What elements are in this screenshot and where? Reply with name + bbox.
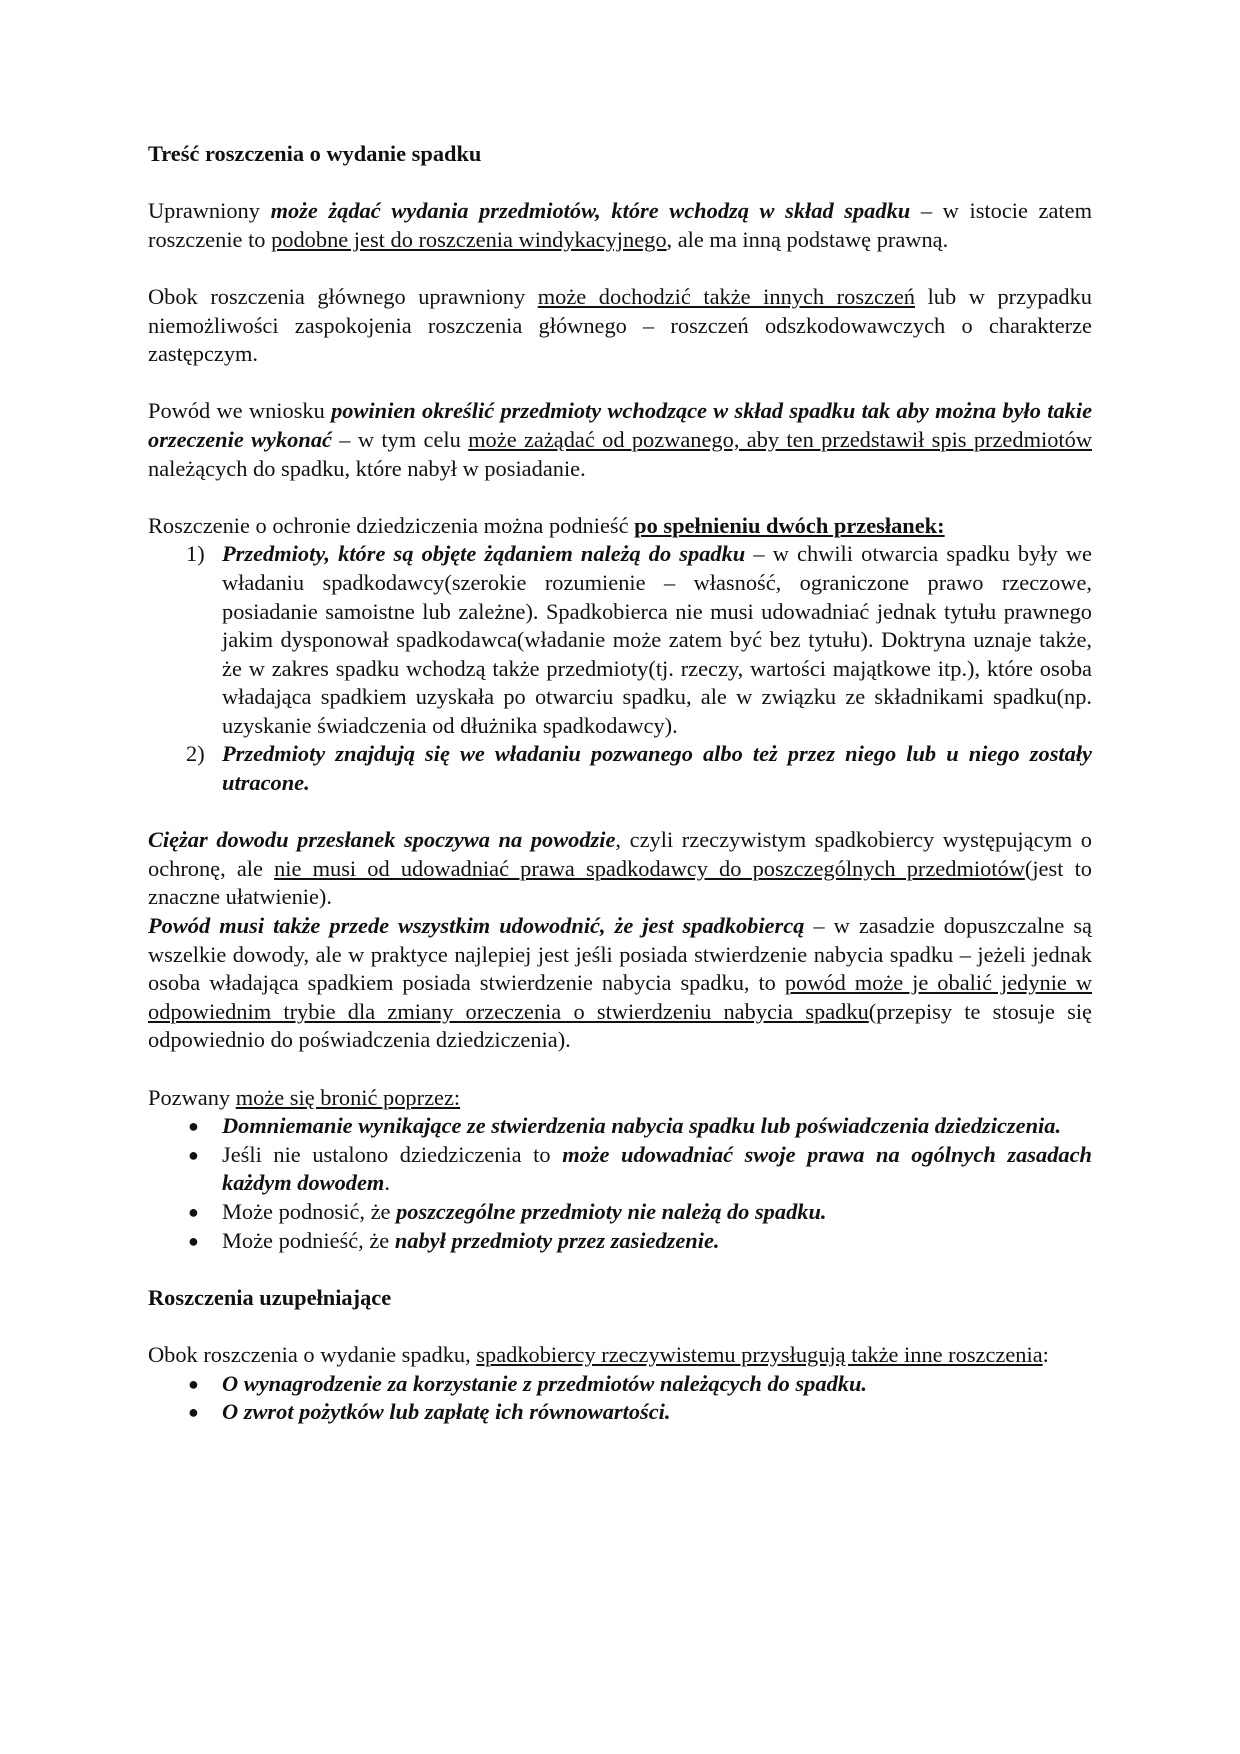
underlined-text: może dochodzić także innych roszczeń xyxy=(537,283,915,309)
text-run: : xyxy=(1042,1341,1049,1367)
emphasis-text: może żądać wydania przedmiotów, które wchodzą w skład spadku xyxy=(270,198,911,224)
text-run: Może podnosić, że xyxy=(222,1198,397,1224)
paragraph xyxy=(148,397,1092,483)
emphasis-text: nabył przedmioty przez zasiedzenie. xyxy=(394,1227,720,1253)
paragraph xyxy=(148,197,1092,254)
underlined-text: może zażądać od pozwanego, aby ten przedstawił spis przedmiotów xyxy=(468,426,1092,452)
paragraph xyxy=(148,283,1092,369)
bullet-icon: ● xyxy=(188,1201,199,1222)
emphasis-text: Domniemanie wynikające ze stwierdzenia nabycia spadku lub poświadczenia dziedziczenia. xyxy=(222,1113,1062,1139)
text-run: . xyxy=(384,1170,390,1196)
text-run: (przepisy te stosuje się odpowiednio do poświadczenia dziedziczenia). xyxy=(148,998,1092,1053)
paragraph xyxy=(148,1084,1092,1113)
underlined-text: spadkobiercy rzeczywistemu przysługują także inne roszczenia xyxy=(476,1341,1043,1367)
bullet-list xyxy=(148,1112,1092,1255)
list-item xyxy=(188,1370,1092,1399)
emphasis-text: może udowadniać swoje prawa na ogólnych zasadach każdym dowodem xyxy=(222,1141,1092,1196)
list-item xyxy=(188,1141,1092,1198)
bullet-list xyxy=(148,1370,1092,1427)
section-heading: Treść roszczenia o wydanie spadku xyxy=(148,141,482,166)
text-run: należących do spadku, które nabył w posiadanie. xyxy=(148,455,586,481)
text-run: Powód we wniosku xyxy=(148,398,332,424)
text-run: (jest to znaczne ułatwienie). xyxy=(148,855,1092,910)
list-item xyxy=(186,540,1092,740)
underlined-text: podobne jest do roszczenia windykacyjnego xyxy=(271,226,667,252)
bullet-icon: ● xyxy=(188,1144,199,1165)
underlined-text: może się bronić poprzez: xyxy=(235,1084,461,1110)
list-item xyxy=(188,1398,1092,1427)
underlined-text: po spełnieniu dwóch przesłanek: xyxy=(634,512,945,538)
text-run: Może podnieść, że xyxy=(222,1227,395,1253)
list-number: 2) xyxy=(186,741,205,767)
paragraph xyxy=(148,912,1092,1055)
text-run: , czyli rzeczywistym spadkobiercy występującym o ochronę, ale xyxy=(148,827,1092,881)
text-run: – w istocie zatem roszczenie to xyxy=(148,198,1092,252)
text-run: – w zasadzie dopuszczalne są wszelkie dowody, ale w praktyce najlepiej jest jeśli posiada stwierdzenie nabycia spadku – jeżeli jednak osoba władająca spadkiem posiada stwierdzenie nabycia spadku, to xyxy=(148,913,1092,996)
text-run: Jeśli nie ustalono dziedziczenia to xyxy=(222,1141,563,1167)
text-run: Roszczenie o ochronie dziedziczenia można podnieść xyxy=(148,512,635,538)
text-run: Obok roszczenia głównego uprawniony xyxy=(148,283,538,309)
list-item xyxy=(188,1227,1092,1256)
text-run: Pozwany xyxy=(148,1084,236,1110)
text-run: – w chwili otwarcia spadku były we władaniu spadkodawcy(szerokie rozumienie – własność, ograniczone prawo rzeczowe, posiadanie samoistne lub zależne). Spadkobierca nie musi udowadniać jednak tytułu prawnego jakim dysponował spadkodawca(władanie może zatem być bez tytułu). Doktryna uznaje także, że w zakres spadku wchodzą także przedmioty(tj. rzeczy, wartości majątkowe itp.), które osoba władająca spadkiem uzyskała po otwarciu spadku, ale w związku ze składnikami spadku(np. uzyskanie świadczenia od dłużnika spadkodawcy). xyxy=(222,541,1092,738)
emphasis-text: powinien określić przedmioty wchodzące w skład spadku tak aby można było takie orzeczenie wykonać xyxy=(148,398,1093,452)
emphasis-text: O wynagrodzenie za korzystanie z przedmiotów należących do spadku. xyxy=(222,1370,868,1396)
text-run: , ale ma inną podstawę prawną. xyxy=(666,226,949,252)
emphasis-text: Przedmioty, które są objęte żądaniem należą do spadku xyxy=(222,541,746,567)
paragraph xyxy=(148,512,1092,541)
list-item xyxy=(188,1198,1092,1227)
bullet-icon: ● xyxy=(188,1373,199,1394)
emphasis-text: Powód musi także przede wszystkim udowodnić, że jest spadkobiercą xyxy=(148,913,805,939)
list-item xyxy=(188,1112,1092,1141)
emphasis-text: O zwrot pożytków lub zapłatę ich równowartości. xyxy=(222,1399,671,1425)
numbered-list xyxy=(148,540,1092,797)
list-number: 1) xyxy=(186,541,205,567)
bullet-icon: ● xyxy=(188,1402,199,1423)
section-heading: Roszczenia uzupełniające xyxy=(148,1284,392,1310)
paragraph xyxy=(148,826,1092,912)
underlined-text: nie musi od udowadniać prawa spadkodawcy do poszczególnych przedmiotów xyxy=(274,855,1025,881)
emphasis-text: Ciężar dowodu przesłanek spoczywa na powodzie xyxy=(148,827,616,853)
emphasis-text: Przedmioty znajdują się we władaniu pozwanego albo też przez niego lub u niego zostały utracone. xyxy=(222,741,1092,796)
bullet-icon: ● xyxy=(188,1230,199,1251)
document-page xyxy=(148,140,1092,1455)
text-run: Obok roszczenia o wydanie spadku, xyxy=(148,1341,477,1367)
text-run: lub w przypadku niemożliwości zaspokojenia roszczenia głównego – roszczeń odszkodowawczych o charakterze zastępczym. xyxy=(148,283,1092,367)
text-run: – w tym celu xyxy=(331,426,469,452)
paragraph xyxy=(148,1341,1092,1370)
underlined-text: powód może je obalić jedynie w odpowiednim trybie dla zmiany orzeczenia o stwierdzeniu nabycia spadku xyxy=(148,970,1092,1024)
list-item xyxy=(186,740,1092,797)
bullet-icon: ● xyxy=(188,1116,199,1137)
text-run: Uprawniony xyxy=(148,198,271,224)
emphasis-text: poszczególne przedmioty nie należą do spadku. xyxy=(396,1198,827,1224)
